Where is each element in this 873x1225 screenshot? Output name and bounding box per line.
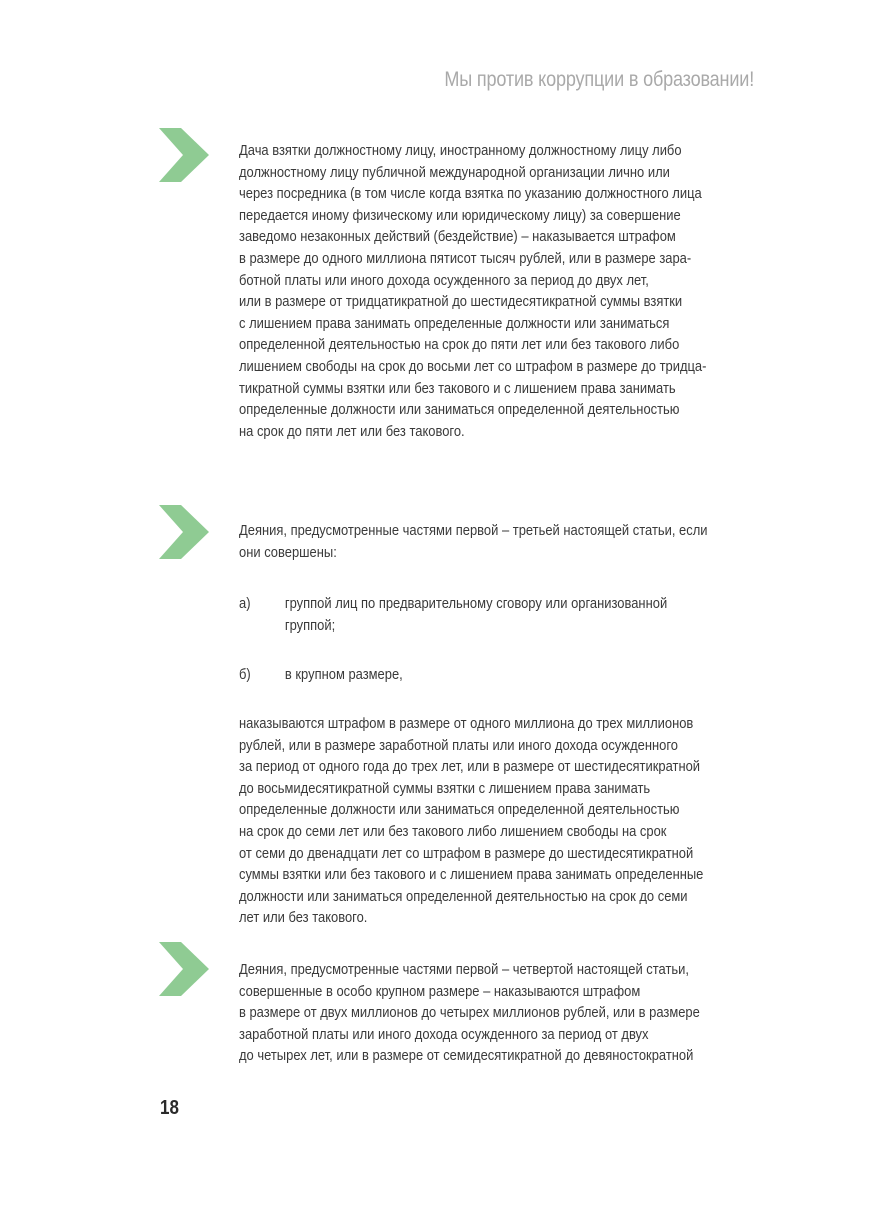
section-2-continuation: [239, 714, 703, 930]
text-line: или в размере от тридцатикратной до шестидесятикратной суммы взятки: [239, 294, 683, 311]
section-3-paragraph: [239, 960, 700, 1068]
text-line: рублей, или в размере заработной платы или иного дохода осужденного: [239, 737, 679, 754]
text-line: определенной деятельностью на срок до пяти лет или без такового либо: [239, 337, 680, 354]
section-1-paragraph: [239, 141, 706, 443]
text-line: в размере до одного миллиона пятисот тысяч рублей, или в размере зара-: [239, 250, 692, 267]
chevron-right-icon: [159, 942, 209, 996]
text-line: на срок до семи лет или без такового либо лишением свободы на срок: [239, 823, 667, 840]
text-line: группой лиц по предварительному сговору или организованной: [284, 596, 668, 612]
text-line: совершенные в особо крупном размере – наказываются штрафом: [239, 983, 641, 1000]
chevron-right-icon: [159, 128, 209, 182]
list-item-text: [285, 594, 667, 637]
page-header-title: Мы против коррупции в образовании!: [444, 68, 754, 91]
text-line: Дача взятки должностному лицу, иностранному должностному лицу либо: [239, 143, 682, 159]
text-line: Деяния, предусмотренные частями первой – третьей настоящей статьи, если: [239, 523, 708, 539]
chevron-right-icon: [159, 505, 209, 559]
text-line: от семи до двенадцати лет со штрафом в размере до шестидесятикратной: [239, 845, 694, 862]
text-line: заработной платы или иного дохода осужденного за период от двух: [239, 1026, 649, 1043]
text-line: должности или заниматься определенной деятельностью на срок до семи: [239, 888, 688, 905]
page-number: 18: [160, 1097, 179, 1119]
text-line: наказываются штрафом в размере от одного миллиона до трех миллионов: [239, 716, 694, 732]
list-item-text: [285, 665, 403, 687]
text-line: передается иному физическому или юридическому лицу) за совершение: [239, 207, 681, 224]
text-line: они совершены:: [239, 544, 337, 561]
text-line: должностному лицу публичной международной организации лично или: [239, 164, 670, 181]
text-line: определенные должности или заниматься определенной деятельностью: [239, 802, 680, 819]
text-line: в крупном размере,: [284, 667, 403, 683]
text-line: суммы взятки или без такового и с лишением права занимать определенные: [239, 867, 704, 884]
list-marker: а): [239, 596, 251, 612]
text-line: на срок до пяти лет или без такового.: [239, 423, 465, 440]
text-line: ботной платы или иного дохода осужденного за период до двух лет,: [239, 272, 649, 289]
text-line: за период от одного года до трех лет, или в размере от шестидесятикратной: [239, 759, 701, 776]
text-line: через посредника (в том числе когда взятка по указанию должностного лица: [239, 186, 702, 203]
section-2-intro: [239, 521, 708, 564]
list-marker: б): [239, 667, 251, 683]
text-line: Деяния, предусмотренные частями первой – четвертой настоящей статьи,: [239, 962, 689, 978]
text-line: группой;: [284, 617, 336, 634]
text-line: заведомо незаконных действий (бездействие) – наказывается штрафом: [239, 229, 676, 246]
text-line: лет или без такового.: [239, 910, 368, 927]
text-line: определенные должности или заниматься определенной деятельностью: [239, 402, 680, 419]
text-line: до четырех лет, или в размере от семидесятикратной до девяностократной: [239, 1048, 694, 1065]
text-line: до восьмидесятикратной суммы взятки с лишением права занимать: [239, 780, 651, 797]
text-line: в размере от двух миллионов до четырех миллионов рублей, или в размере: [239, 1005, 700, 1022]
text-line: с лишением права занимать определенные должности или заниматься: [239, 315, 670, 332]
text-line: лишением свободы на срок до восьми лет со штрафом в размере до тридца-: [239, 358, 707, 375]
text-line: тикратной суммы взятки или без такового и с лишением права занимать: [239, 380, 676, 397]
